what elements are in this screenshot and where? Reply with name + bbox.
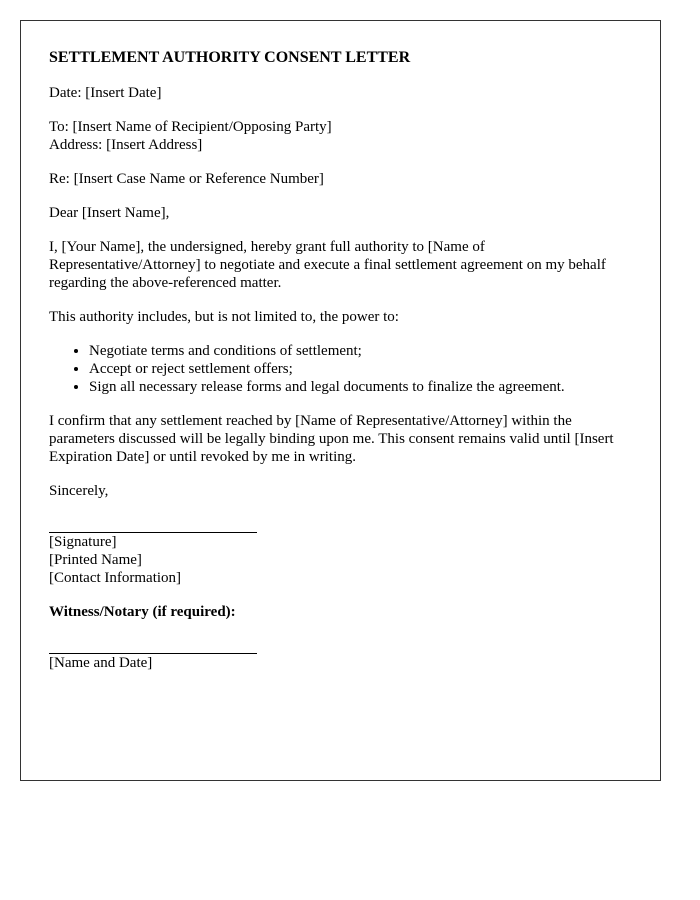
list-item: • Negotiate terms and conditions of settlement;	[89, 342, 632, 360]
date-line: Date: [Insert Date]	[49, 85, 162, 101]
letter-page	[20, 20, 661, 781]
powers-list	[49, 342, 632, 396]
recipient-block	[49, 118, 632, 154]
letter-title: SETTLEMENT AUTHORITY CONSENT LETTER	[49, 49, 411, 66]
powers-intro: This authority includes, but is not limited to, the power to:	[49, 309, 399, 325]
contact-placeholder: [Contact Information]	[49, 570, 182, 586]
witness-heading: Witness/Notary (if required):	[49, 604, 236, 620]
list-item: • Sign all necessary release forms and legal documents to finalize the agreement.	[89, 378, 632, 396]
to-line: To: [Insert Name of Recipient/Opposing Party]	[49, 119, 332, 135]
salutation: Dear [Insert Name],	[49, 205, 170, 221]
address-line: Address: [Insert Address]	[49, 137, 203, 153]
list-item: • Accept or reject settlement offers;	[89, 360, 632, 378]
signature-block	[49, 533, 632, 587]
re-line: Re: [Insert Case Name or Reference Number]	[49, 171, 324, 187]
confirmation-paragraph: I confirm that any settlement reached by [Name of Representative/Attorney] within the parameters discussed will be legally binding upon me. This consent remains valid until [Insert Expiration Date] or until revoked by me in writing.	[49, 413, 614, 465]
signature-placeholder: [Signature]	[49, 534, 117, 550]
authority-paragraph: I, [Your Name], the undersigned, hereby grant full authority to [Name of Representative/Attorney] to negotiate and execute a final settlement agreement on my behalf regarding the above-referenced matter.	[49, 239, 606, 291]
witness-name-date: [Name and Date]	[49, 655, 153, 671]
closing: Sincerely,	[49, 483, 109, 499]
printed-name-placeholder: [Printed Name]	[49, 552, 142, 568]
